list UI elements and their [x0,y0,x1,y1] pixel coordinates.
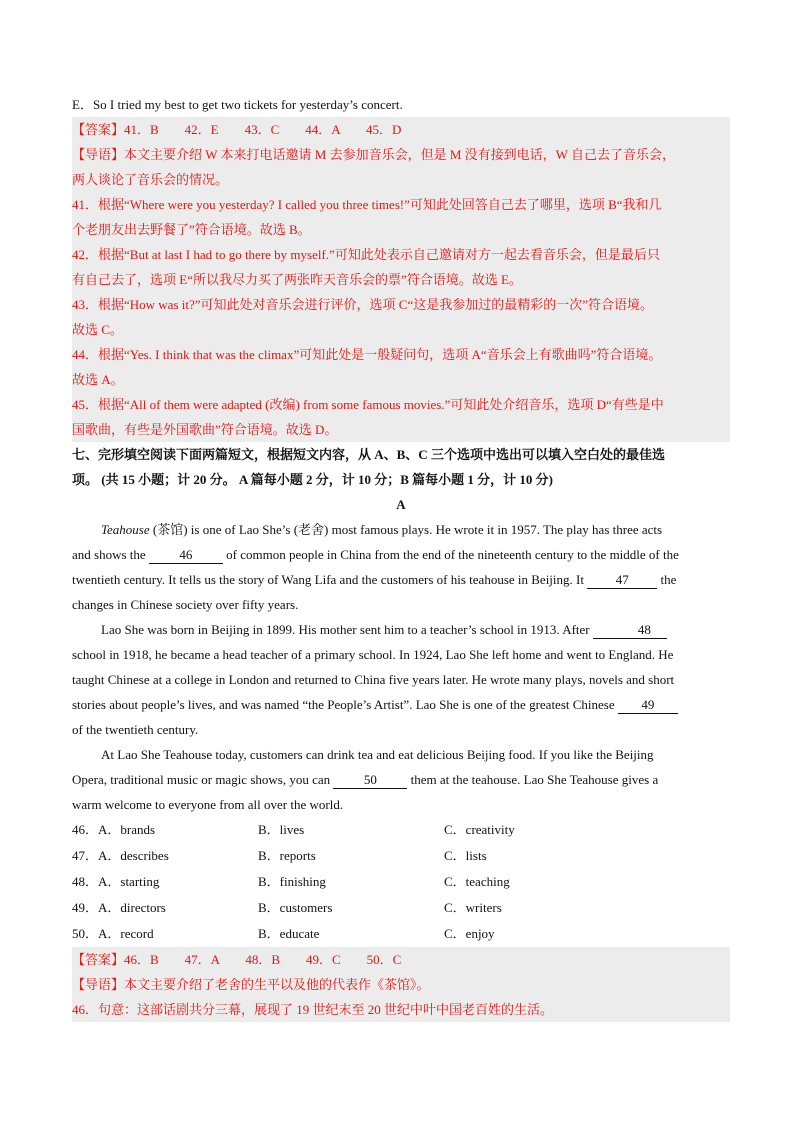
document-page [72,92,730,1022]
explanation-43-cont: 故选 C。 [72,322,123,337]
passage-label: A [396,497,406,512]
guide-line: 【导语】本文主要介绍 W 本来打电话邀请 M 去参加音乐会，但是 M 没有接到电话，W 自己去了音乐会， [72,147,675,162]
section-heading: 七、完形填空阅读下面两篇短文，根据短文内容，从 A、B、C 三个选项中选出可以填入空白处的最佳选 [72,447,665,462]
explanation-41: 41．根据“Where were you yesterday? I called you three times!”可知此处回答自己去了哪里，选项 B“我和几 [72,197,662,212]
explanation-44: 44．根据“Yes. I think that was the climax”可知此处是一般疑问句，选项 A“音乐会上有歌曲吗”符合语境。 [72,347,662,362]
answer-line: 【答案】41．B 42．E 43．C 44．A 45．D [72,122,402,137]
section-heading-cont: 项。 (共 15 小题；计 20 分。 A 篇每小题 2 分，计 10 分；B 篇每小题 1 分，计 10 分) [72,472,554,487]
passage-line: warm welcome to everyone from all over the world. [72,797,344,812]
option-e-line: E．So I tried my best to get two tickets for yesterday’s concert. [72,97,403,112]
option-row-50 [72,921,730,947]
blank-48: 48 [593,622,667,639]
explanation-45-cont: 国歌曲，有些是外国歌曲”符合语境。故选 D。 [72,422,338,437]
explanation-46: 46．句意：这部话剧共分三幕，展现了 19 世纪末至 20 世纪中叶中国老百姓的生活。 [72,1002,554,1017]
blank-49: 49 [618,697,678,714]
options-list [72,817,730,947]
passage-line: changes in Chinese society over fifty years. [72,597,299,612]
option-c: C．teaching [444,874,510,889]
option-b: B．finishing [258,874,326,889]
explanation-44-cont: 故选 A。 [72,372,124,387]
answer-block-41-45 [72,117,730,442]
guide-line: 【导语】本文主要介绍了老舍的生平以及他的代表作《茶馆》。 [72,977,430,992]
explanation-43: 43．根据“How was it?”可知此处对音乐会进行评价，选项 C“这是我参加过的最精彩的一次”符合语境。 [72,297,653,312]
passage-line: school in 1918, he became a head teacher of a primary school. In 1924, Lao She left home and went to England. He [72,647,674,662]
passage-line: taught Chinese at a college in London and returned to China five years later. He wrote many plays, novels and short [72,672,675,687]
explanation-45: 45．根据“All of them were adapted (改编) from some famous movies.”可知此处介绍音乐，选项 D“有些是中 [72,397,664,412]
option-b: B．customers [258,900,333,915]
option-b: B．lives [258,822,305,837]
answer-block-46-50 [72,947,730,1022]
passage-line: stories about people’s lives, and was named “the People’s Artist”. Lao She is one of the greatest Chinese 49 [72,692,730,717]
passage-line: and shows the 46 of common people in China from the end of the nineteenth century to the middle of the [72,547,679,562]
passage-line: of the twentieth century. [72,722,199,737]
option-a: 50．A．record [72,926,154,941]
blank-46: 46 [149,547,223,564]
option-a: 47．A．describes [72,848,169,863]
explanation-42: 42．根据“But at last I had to go there by myself.”可知此处表示自己邀请对方一起去看音乐会，但是最后只 [72,247,660,262]
explanation-41-cont: 个老朋友出去野餐了”符合语境。故选 B。 [72,222,311,237]
option-c: C．writers [444,900,502,915]
option-b: B．educate [258,926,320,941]
guide-line-cont: 两人谈论了音乐会的情况。 [72,172,229,187]
option-row-46 [72,817,730,843]
option-c: C．enjoy [444,926,495,941]
passage-line: twentieth century. It tells us the story of Wang Lifa and the customers of his teahouse in Beijing. It 47 the [72,572,677,587]
option-c: C．lists [444,848,487,863]
passage-line: At Lao She Teahouse today, customers can drink tea and eat delicious Beijing food. If you like the Beijing [101,747,654,762]
answer-line: 【答案】46．B 47．A 48．B 49．C 50．C [72,952,402,967]
blank-50: 50 [333,772,407,789]
play-title: Teahouse [101,522,150,537]
option-c: C．creativity [444,822,515,837]
option-row-49 [72,895,730,921]
option-a: 46．A．brands [72,822,156,837]
passage-line: Lao She was born in Beijing in 1899. His mother sent him to a teacher’s school in 1913. After 48 [72,617,730,642]
passage-line: Opera, traditional music or magic shows, you can 50 them at the teahouse. Lao She Teahouse gives a [72,772,659,787]
option-row-47 [72,843,730,869]
option-a: 48．A．starting [72,874,160,889]
blank-47: 47 [587,572,657,589]
option-a: 49．A．directors [72,900,166,915]
option-row-48 [72,869,730,895]
passage-line: Teahouse (茶馆) is one of Lao She’s (老舍) most famous plays. He wrote it in 1957. The play has three acts [101,522,663,537]
option-b: B．reports [258,848,316,863]
explanation-42-cont: 有自己去了，选项 E“所以我尽力买了两张昨天音乐会的票”符合语境。故选 E。 [72,272,522,287]
